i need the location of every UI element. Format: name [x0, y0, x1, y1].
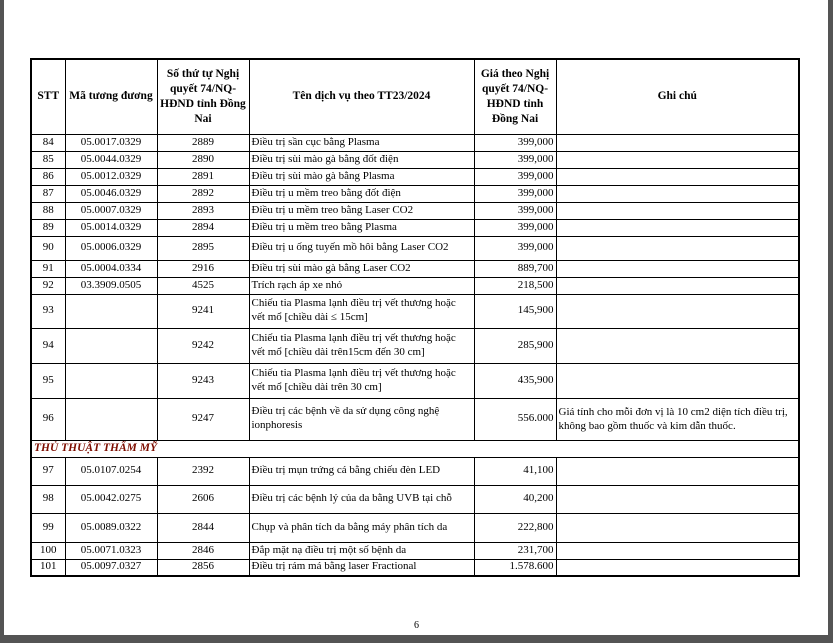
cell-note — [556, 202, 799, 219]
cell-stt: 98 — [31, 485, 65, 513]
cell-service-name: Điều trị u mềm treo bằng đốt điện — [249, 185, 474, 202]
cell-price: 41,100 — [474, 457, 556, 485]
column-header-gia: Giá theo Nghị quyết 74/NQ-HĐND tỉnh Đồng Nai — [474, 59, 556, 134]
cell-equivalent-code: 05.0107.0254 — [65, 457, 157, 485]
cell-note — [556, 134, 799, 151]
cell-price: 285,900 — [474, 328, 556, 363]
cell-equivalent-code: 05.0006.0329 — [65, 236, 157, 260]
cell-price: 231,700 — [474, 542, 556, 559]
cell-price: 556.000 — [474, 398, 556, 440]
cell-note — [556, 485, 799, 513]
cell-note — [556, 277, 799, 294]
table-row — [31, 236, 799, 260]
cell-note — [556, 260, 799, 277]
cell-stt: 88 — [31, 202, 65, 219]
cell-equivalent-code: 05.0004.0334 — [65, 260, 157, 277]
cell-equivalent-code: 05.0097.0327 — [65, 559, 157, 576]
services-price-table — [30, 58, 800, 577]
cell-service-name: Chụp và phân tích da bằng máy phân tích da — [249, 513, 474, 542]
cell-resolution-seq: 2892 — [157, 185, 249, 202]
cell-resolution-seq: 2846 — [157, 542, 249, 559]
column-header-stt: STT — [31, 59, 65, 134]
table-row — [31, 328, 799, 363]
cell-service-name: Điều trị sùi mào gà bằng Laser CO2 — [249, 260, 474, 277]
cell-service-name: Chiếu tia Plasma lạnh điều trị vết thương hoặc vết mổ [chiều dài trên15cm đến 30 cm] — [249, 328, 474, 363]
table-row — [31, 398, 799, 440]
cell-price: 399,000 — [474, 202, 556, 219]
cell-equivalent-code: 03.3909.0505 — [65, 277, 157, 294]
cell-service-name: Điều trị u mềm treo bằng Laser CO2 — [249, 202, 474, 219]
cell-resolution-seq: 9243 — [157, 363, 249, 398]
cell-equivalent-code: 05.0017.0329 — [65, 134, 157, 151]
cell-price: 889,700 — [474, 260, 556, 277]
cell-service-name: Trích rạch áp xe nhỏ — [249, 277, 474, 294]
cell-equivalent-code: 05.0071.0323 — [65, 542, 157, 559]
table-row — [31, 168, 799, 185]
cell-note — [556, 457, 799, 485]
cell-note — [556, 236, 799, 260]
table-header-row — [31, 59, 799, 134]
cell-service-name: Điều trị rám má bằng laser Fractional — [249, 559, 474, 576]
cell-price: 222,800 — [474, 513, 556, 542]
cell-resolution-seq: 9241 — [157, 294, 249, 328]
cell-equivalent-code — [65, 398, 157, 440]
cell-price: 399,000 — [474, 168, 556, 185]
cell-equivalent-code: 05.0007.0329 — [65, 202, 157, 219]
table-row — [31, 559, 799, 576]
cell-stt: 101 — [31, 559, 65, 576]
cell-stt: 92 — [31, 277, 65, 294]
viewer-edge-bottom — [0, 635, 833, 643]
cell-resolution-seq: 9247 — [157, 398, 249, 440]
cell-resolution-seq: 2893 — [157, 202, 249, 219]
cell-stt: 93 — [31, 294, 65, 328]
cell-note — [556, 559, 799, 576]
cell-stt: 87 — [31, 185, 65, 202]
table-row — [31, 363, 799, 398]
cell-price: 145,900 — [474, 294, 556, 328]
cell-resolution-seq: 2916 — [157, 260, 249, 277]
cell-service-name: Điều trị các bệnh về da sử dụng công nghệ ionphoresis — [249, 398, 474, 440]
table-row — [31, 542, 799, 559]
cell-resolution-seq: 2895 — [157, 236, 249, 260]
column-header-ten-dich-vu: Tên dịch vụ theo TT23/2024 — [249, 59, 474, 134]
cell-price: 435,900 — [474, 363, 556, 398]
cell-resolution-seq: 2890 — [157, 151, 249, 168]
table-row — [31, 219, 799, 236]
cell-price: 399,000 — [474, 185, 556, 202]
page-number: 6 — [414, 620, 419, 631]
cell-stt: 97 — [31, 457, 65, 485]
cell-stt: 91 — [31, 260, 65, 277]
cell-note — [556, 542, 799, 559]
cell-service-name: Đắp mặt nạ điều trị một số bệnh da — [249, 542, 474, 559]
cell-price: 399,000 — [474, 134, 556, 151]
cell-note: Giá tính cho mỗi đơn vị là 10 cm2 diện tích điều trị, không bao gồm thuốc và kim dẫn thuốc. — [556, 398, 799, 440]
table-row — [31, 151, 799, 168]
cell-stt: 86 — [31, 168, 65, 185]
cell-stt: 84 — [31, 134, 65, 151]
cell-note — [556, 328, 799, 363]
column-header-ma-tuong-duong: Mã tương đương — [65, 59, 157, 134]
cell-equivalent-code — [65, 294, 157, 328]
table-row — [31, 485, 799, 513]
table-row — [31, 134, 799, 151]
cell-stt: 95 — [31, 363, 65, 398]
cell-price: 399,000 — [474, 236, 556, 260]
cell-service-name: Chiếu tia Plasma lạnh điều trị vết thương hoặc vết mổ [chiều dài ≤ 15cm] — [249, 294, 474, 328]
cell-stt: 89 — [31, 219, 65, 236]
cell-equivalent-code — [65, 363, 157, 398]
cell-note — [556, 185, 799, 202]
cell-note — [556, 363, 799, 398]
cell-equivalent-code: 05.0042.0275 — [65, 485, 157, 513]
table-row — [31, 260, 799, 277]
table-row — [31, 294, 799, 328]
cell-service-name: Điều trị các bệnh lý của da bằng UVB tại chỗ — [249, 485, 474, 513]
cell-equivalent-code: 05.0089.0322 — [65, 513, 157, 542]
cell-resolution-seq: 2844 — [157, 513, 249, 542]
cell-price: 40,200 — [474, 485, 556, 513]
cell-stt: 85 — [31, 151, 65, 168]
cell-price: 1.578.600 — [474, 559, 556, 576]
table-row — [31, 277, 799, 294]
cell-stt: 100 — [31, 542, 65, 559]
cell-equivalent-code: 05.0012.0329 — [65, 168, 157, 185]
cell-service-name: Chiếu tia Plasma lạnh điều trị vết thương hoặc vết mổ [chiều dài trên 30 cm] — [249, 363, 474, 398]
section-label: THỦ THUẬT THẨM MỸ — [31, 440, 799, 457]
cell-service-name: Điều trị sần cục bằng Plasma — [249, 134, 474, 151]
cell-resolution-seq: 4525 — [157, 277, 249, 294]
cell-resolution-seq: 2891 — [157, 168, 249, 185]
table-row — [31, 513, 799, 542]
cell-service-name: Điều trị sùi mào gà bằng đốt điện — [249, 151, 474, 168]
viewer-edge-left — [0, 0, 4, 643]
cell-price: 218,500 — [474, 277, 556, 294]
cell-note — [556, 294, 799, 328]
cell-price: 399,000 — [474, 151, 556, 168]
cell-resolution-seq: 2889 — [157, 134, 249, 151]
cell-stt: 90 — [31, 236, 65, 260]
table-row — [31, 185, 799, 202]
cell-stt: 94 — [31, 328, 65, 363]
cell-resolution-seq: 2392 — [157, 457, 249, 485]
cell-resolution-seq: 9242 — [157, 328, 249, 363]
cell-equivalent-code: 05.0044.0329 — [65, 151, 157, 168]
cell-price: 399,000 — [474, 219, 556, 236]
cell-resolution-seq: 2856 — [157, 559, 249, 576]
cell-equivalent-code — [65, 328, 157, 363]
cell-service-name: Điều trị mụn trứng cá bằng chiếu đèn LED — [249, 457, 474, 485]
cell-service-name: Điều trị sùi mào gà bằng Plasma — [249, 168, 474, 185]
viewer-edge-right — [828, 0, 833, 643]
section-row — [31, 440, 799, 457]
cell-note — [556, 168, 799, 185]
cell-resolution-seq: 2606 — [157, 485, 249, 513]
cell-stt: 99 — [31, 513, 65, 542]
cell-equivalent-code: 05.0046.0329 — [65, 185, 157, 202]
column-header-ghi-chu: Ghi chú — [556, 59, 799, 134]
column-header-so-thu-tu: Số thứ tự Nghị quyết 74/NQ-HĐND tỉnh Đồng Nai — [157, 59, 249, 134]
cell-note — [556, 513, 799, 542]
cell-service-name: Điều trị u ống tuyến mồ hôi bằng Laser CO2 — [249, 236, 474, 260]
cell-resolution-seq: 2894 — [157, 219, 249, 236]
cell-stt: 96 — [31, 398, 65, 440]
cell-note — [556, 219, 799, 236]
cell-note — [556, 151, 799, 168]
table-row — [31, 202, 799, 219]
cell-equivalent-code: 05.0014.0329 — [65, 219, 157, 236]
table-row — [31, 457, 799, 485]
table-body — [31, 134, 799, 576]
cell-service-name: Điều trị u mềm treo bằng Plasma — [249, 219, 474, 236]
